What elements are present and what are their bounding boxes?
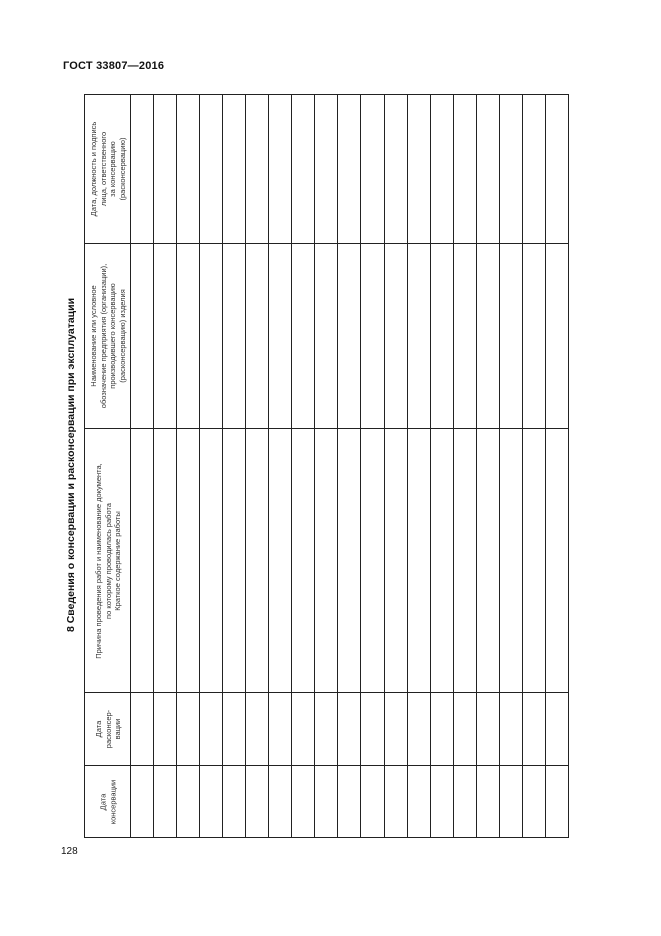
register-entry-cell (361, 244, 384, 429)
register-entry-cell (154, 244, 177, 429)
register-entry-cell (545, 693, 568, 766)
register-entry-cell (499, 95, 522, 244)
register-column-label (93, 463, 122, 658)
register-entry-cell (361, 95, 384, 244)
register-entry-cell (292, 429, 315, 693)
register-entry-cell (430, 429, 453, 693)
register-entry-cell (223, 766, 246, 838)
register-entry-cell (315, 766, 338, 838)
register-column-label-line: Дата (93, 720, 103, 738)
register-entry-cell (200, 95, 223, 244)
register-entry-cell (545, 244, 568, 429)
register-entry-cell (315, 429, 338, 693)
section-title: 8 Сведения о консервации и расконсервации при эксплуатации (65, 297, 77, 633)
register-entry-cell (269, 244, 292, 429)
register-entry-cell (269, 429, 292, 693)
register-entry-cell (338, 95, 361, 244)
register-entry-cell (384, 244, 407, 429)
register-entry-cell (338, 244, 361, 429)
register-entry-cell (223, 244, 246, 429)
register-entry-cell (476, 429, 499, 693)
register-column-label-line: (расконсервацию) изделия (117, 289, 126, 383)
register-entry-cell (292, 244, 315, 429)
register-column-band (85, 244, 569, 429)
register-entry-cell (407, 693, 430, 766)
register-entry-cell (223, 693, 246, 766)
register-entry-cell (430, 766, 453, 838)
register-entry-cell (430, 244, 453, 429)
register-entry-cell (154, 429, 177, 693)
register-entry-cell (131, 429, 154, 693)
register-entry-cell (384, 429, 407, 693)
register-entry-cell (246, 429, 269, 693)
register-entry-cell (154, 766, 177, 838)
register-column-label-line: за консервацию (107, 141, 117, 197)
register-entry-cell (522, 244, 545, 429)
register-column-label-line: обозначение предприятия (организации), (98, 263, 107, 409)
register-column-label-line: Причина проведения работ и наименование документа, (93, 462, 103, 659)
register-entry-cell (384, 766, 407, 838)
register-entry-cell (407, 766, 430, 838)
register-entry-cell (200, 766, 223, 838)
register-entry-cell (177, 766, 200, 838)
register-entry-cell (545, 429, 568, 693)
register-entry-cell (522, 95, 545, 244)
register-entry-cell (292, 693, 315, 766)
register-entry-cell (131, 244, 154, 429)
register-column-label-line: Наименование или условное (88, 285, 98, 387)
register-column-band (85, 95, 569, 244)
register-entry-cell (292, 766, 315, 838)
register-entry-cell (177, 244, 200, 429)
page-number: 128 (61, 846, 78, 857)
register-entry-cell (476, 693, 499, 766)
register-entry-cell (522, 766, 545, 838)
register-entry-cell (315, 693, 338, 766)
register-column-label (93, 710, 122, 748)
register-column-label-line: (расконсервацию) (117, 137, 126, 201)
register-entry-cell (361, 429, 384, 693)
register-entry-cell (407, 95, 430, 244)
register-entry-cell (453, 766, 476, 838)
register-entry-cell (154, 693, 177, 766)
register-column-header (85, 429, 131, 693)
register-entry-cell (246, 766, 269, 838)
register-column-band (85, 766, 569, 838)
register-column-header (85, 693, 131, 766)
register-column-label (98, 779, 117, 824)
register-entry-cell (131, 766, 154, 838)
register-entry-cell (476, 244, 499, 429)
register-entry-cell (453, 693, 476, 766)
register-entry-cell (269, 766, 292, 838)
register-column-label-line: вации (112, 718, 122, 740)
register-entry-cell (499, 766, 522, 838)
register-entry-cell (384, 95, 407, 244)
register-entry-cell (545, 95, 568, 244)
register-entry-cell (499, 244, 522, 429)
document-standard-header: ГОСТ 33807—2016 (63, 60, 165, 72)
register-column-label-line: по которому проводилась работа (102, 502, 112, 619)
register-entry-cell (476, 95, 499, 244)
register-entry-cell (338, 766, 361, 838)
register-column-label (89, 264, 127, 408)
register-entry-cell (476, 766, 499, 838)
register-entry-cell (361, 693, 384, 766)
register-entry-cell (522, 429, 545, 693)
register-entry-cell (223, 429, 246, 693)
register-column-band (85, 429, 569, 693)
register-entry-cell (131, 95, 154, 244)
register-entry-cell (246, 244, 269, 429)
register-entry-cell (269, 693, 292, 766)
register-entry-cell (453, 429, 476, 693)
register-entry-cell (223, 95, 246, 244)
register-column-label-line: Дата (98, 793, 107, 810)
register-column-label-line: консервации (107, 779, 117, 824)
register-column-label-line: Краткое содержание работы (112, 510, 122, 611)
register-entry-cell (453, 244, 476, 429)
register-entry-cell (200, 244, 223, 429)
register-entry-cell (545, 766, 568, 838)
register-entry-cell (453, 95, 476, 244)
register-entry-cell (407, 244, 430, 429)
register-column-band (85, 693, 569, 766)
register-entry-cell (338, 693, 361, 766)
register-entry-cell (407, 429, 430, 693)
register-column-header (85, 95, 131, 244)
register-entry-cell (384, 693, 407, 766)
register-entry-cell (430, 95, 453, 244)
register-entry-cell (315, 244, 338, 429)
register-entry-cell (177, 95, 200, 244)
register-entry-cell (499, 429, 522, 693)
register-column-header (85, 766, 131, 838)
register-entry-cell (361, 766, 384, 838)
register-entry-cell (131, 693, 154, 766)
register-column-label-line: производившего консервацию (107, 283, 117, 389)
register-entry-cell (200, 693, 223, 766)
register-entry-cell (338, 429, 361, 693)
register-column-header (85, 244, 131, 429)
register-entry-cell (430, 693, 453, 766)
register-entry-cell (499, 693, 522, 766)
register-entry-cell (292, 95, 315, 244)
register-column-label (89, 122, 127, 217)
register-column-label-line: расконсер- (102, 709, 112, 749)
register-entry-cell (269, 95, 292, 244)
conservation-register-table (84, 94, 569, 837)
register-entry-cell (154, 95, 177, 244)
register-entry-cell (246, 693, 269, 766)
register-column-label-line: лица, ответственного (98, 131, 107, 207)
register-entry-cell (246, 95, 269, 244)
register-entry-cell (522, 693, 545, 766)
register-entry-cell (315, 95, 338, 244)
register-entry-cell (177, 693, 200, 766)
register-column-label-line: Дата, должность и подпись (88, 121, 98, 217)
register-entry-cell (177, 429, 200, 693)
register-entry-cell (200, 429, 223, 693)
